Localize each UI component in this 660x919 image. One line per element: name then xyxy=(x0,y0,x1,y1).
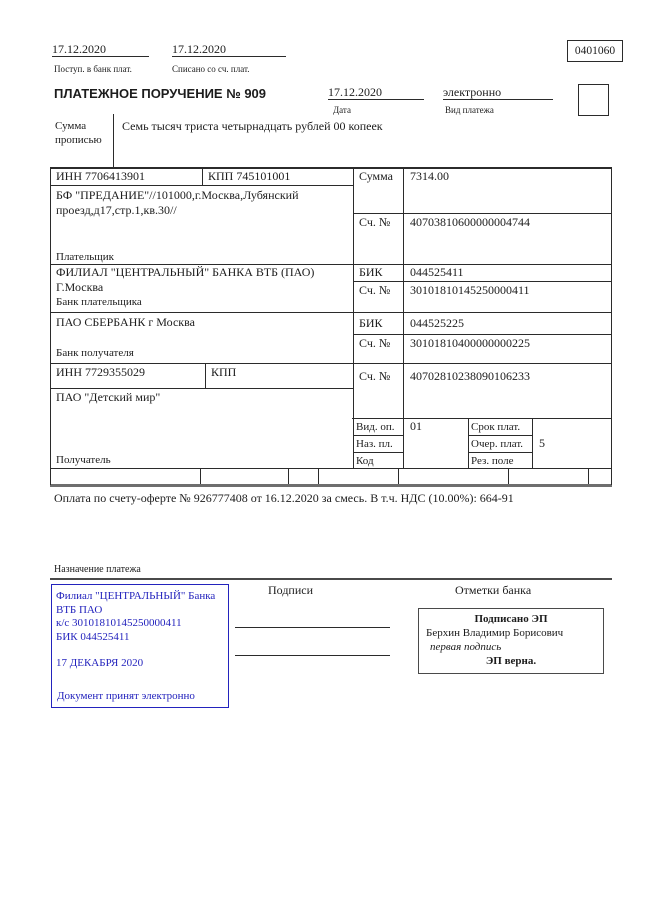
payee-account-value: 40702810238090106233 xyxy=(410,369,530,383)
payment-table xyxy=(50,167,612,487)
table-border xyxy=(205,363,206,388)
code-label: Код xyxy=(356,455,374,467)
table-border xyxy=(50,185,353,186)
payer-bank-label: Банк плательщика xyxy=(56,296,142,308)
payee-bank-label: Банк получателя xyxy=(56,347,134,359)
table-border xyxy=(352,418,612,419)
payer-bank-account-value: 30101810145250000411 xyxy=(410,283,530,297)
signed-title: Подписано ЭП xyxy=(474,613,548,625)
received-date-label: Поступ. в банк плат. xyxy=(54,64,132,74)
table-border xyxy=(353,435,403,436)
signature-line-2 xyxy=(235,655,390,656)
payee-bank-name: ПАО СБЕРБАНК г Москва xyxy=(56,315,195,329)
sum-label: Сумма xyxy=(359,169,393,183)
table-border xyxy=(508,468,509,484)
payer-bank-name: ФИЛИАЛ "ЦЕНТРАЛЬНЫЙ" БАНКА ВТБ (ПАО) xyxy=(56,265,315,279)
section-divider xyxy=(50,578,612,580)
table-border xyxy=(318,468,319,484)
debited-date-label: Списано со сч. плат. xyxy=(172,64,250,74)
table-border xyxy=(611,167,612,485)
payer-kpp: КПП 745101001 xyxy=(208,169,291,183)
stamp-spacer xyxy=(56,644,224,657)
payee-bank-account-label: Сч. № xyxy=(359,336,391,350)
bank-marks-label: Отметки банка xyxy=(455,583,532,597)
table-border xyxy=(353,213,612,214)
payer-account-value: 40703810600000004744 xyxy=(410,215,530,229)
due-label: Срок плат. xyxy=(471,421,521,433)
sum-value: 7314.00 xyxy=(410,169,449,183)
op-type-label: Вид. оп. xyxy=(356,421,395,433)
table-border xyxy=(468,435,532,436)
signature-kind: первая подпись xyxy=(430,641,502,653)
payer-bank-city: Г.Москва xyxy=(56,280,104,294)
op-type-value: 01 xyxy=(410,419,422,433)
document-title: ПЛАТЕЖНОЕ ПОРУЧЕНИЕ № 909 xyxy=(54,86,267,101)
table-bottom-border xyxy=(50,484,612,487)
payer-bank-account-label: Сч. № xyxy=(359,283,391,297)
stamp-line: БИК 044525411 xyxy=(56,630,130,643)
purpose-text: Оплата по счету-оферте № 926777408 от 16.12.2020 за смесь. В т.ч. НДС (10.00%): 664-91 xyxy=(54,491,514,505)
payment-kind-label: Вид платежа xyxy=(445,105,494,115)
payer-bank-bik-label: БИК xyxy=(359,265,383,279)
signature-line-1 xyxy=(235,627,390,628)
stamp-line: к/с 30101810145250000411 xyxy=(56,617,182,629)
payee-bank-account-value: 30101810400000000225 xyxy=(410,336,530,350)
payee-kpp: КПП xyxy=(211,365,237,379)
status-box xyxy=(578,84,609,116)
table-border xyxy=(50,363,612,364)
payee-name: ПАО "Детский мир" xyxy=(56,390,161,404)
verified-text: ЭП верна. xyxy=(485,655,537,667)
amount-words-label-1: Сумма xyxy=(55,120,87,132)
purpose-label: Назначение платежа xyxy=(54,564,141,575)
stamp-line: ВТБ ПАО xyxy=(56,603,103,616)
order-label: Очер. плат. xyxy=(471,438,524,450)
payer-name-line2: проезд,д17,стр.1,кв.30// xyxy=(56,203,177,217)
payee-label: Получатель xyxy=(56,454,111,466)
payer-label: Плательщик xyxy=(56,251,114,263)
table-border xyxy=(50,388,353,389)
reserve-label: Рез. поле xyxy=(471,455,514,467)
form-code-box: 0401060 xyxy=(567,40,623,62)
table-border xyxy=(353,452,403,453)
table-border xyxy=(468,452,532,453)
payment-kind-value: электронно xyxy=(443,86,553,100)
payee-account-label: Сч. № xyxy=(359,369,391,383)
signatures-label: Подписи xyxy=(268,583,314,597)
table-border xyxy=(202,167,203,185)
table-border xyxy=(50,312,612,313)
table-border xyxy=(532,418,533,468)
order-value: 5 xyxy=(539,436,545,450)
payer-account-label: Сч. № xyxy=(359,215,391,229)
payee-bank-bik-label: БИК xyxy=(359,316,383,330)
table-border xyxy=(398,468,399,484)
amount-words-label-2: прописью xyxy=(55,134,102,146)
payer-name-line1: БФ "ПРЕДАНИЕ"//101000,г.Москва,Лубянский xyxy=(56,188,299,202)
document-date: 17.12.2020 xyxy=(328,86,424,100)
table-border xyxy=(288,468,289,484)
payer-bank-bik-value: 044525411 xyxy=(410,265,464,279)
stamp-date: 17 ДЕКАБРЯ 2020 xyxy=(56,657,144,669)
table-border xyxy=(353,334,612,335)
table-border xyxy=(403,167,404,468)
payer-inn: ИНН 7706413901 xyxy=(56,169,145,183)
stamp-line: Филиал "ЦЕНТРАЛЬНЫЙ" Банка xyxy=(56,590,216,602)
table-border xyxy=(50,468,612,469)
table-border xyxy=(468,418,469,468)
signer-name: Берхин Владимир Борисович xyxy=(426,627,564,639)
payee-inn: ИНН 7729355029 xyxy=(56,365,145,379)
debited-date: 17.12.2020 xyxy=(172,43,286,57)
table-border xyxy=(200,468,201,484)
amount-in-words: Семь тысяч триста четырнадцать рублей 00 копеек xyxy=(122,119,383,133)
received-date: 17.12.2020 xyxy=(52,43,149,57)
table-border xyxy=(50,167,51,485)
table-border xyxy=(353,281,612,282)
bank-stamp xyxy=(51,584,229,708)
date-label: Дата xyxy=(333,105,351,115)
table-border xyxy=(588,468,589,484)
electronic-signature-box xyxy=(418,608,604,674)
stamp-footer: Документ принят электронно xyxy=(57,689,195,702)
amount-words-divider xyxy=(113,114,114,167)
purpose-code-label: Наз. пл. xyxy=(356,438,393,450)
table-border xyxy=(353,167,354,468)
payee-bank-bik-value: 044525225 xyxy=(410,316,464,330)
